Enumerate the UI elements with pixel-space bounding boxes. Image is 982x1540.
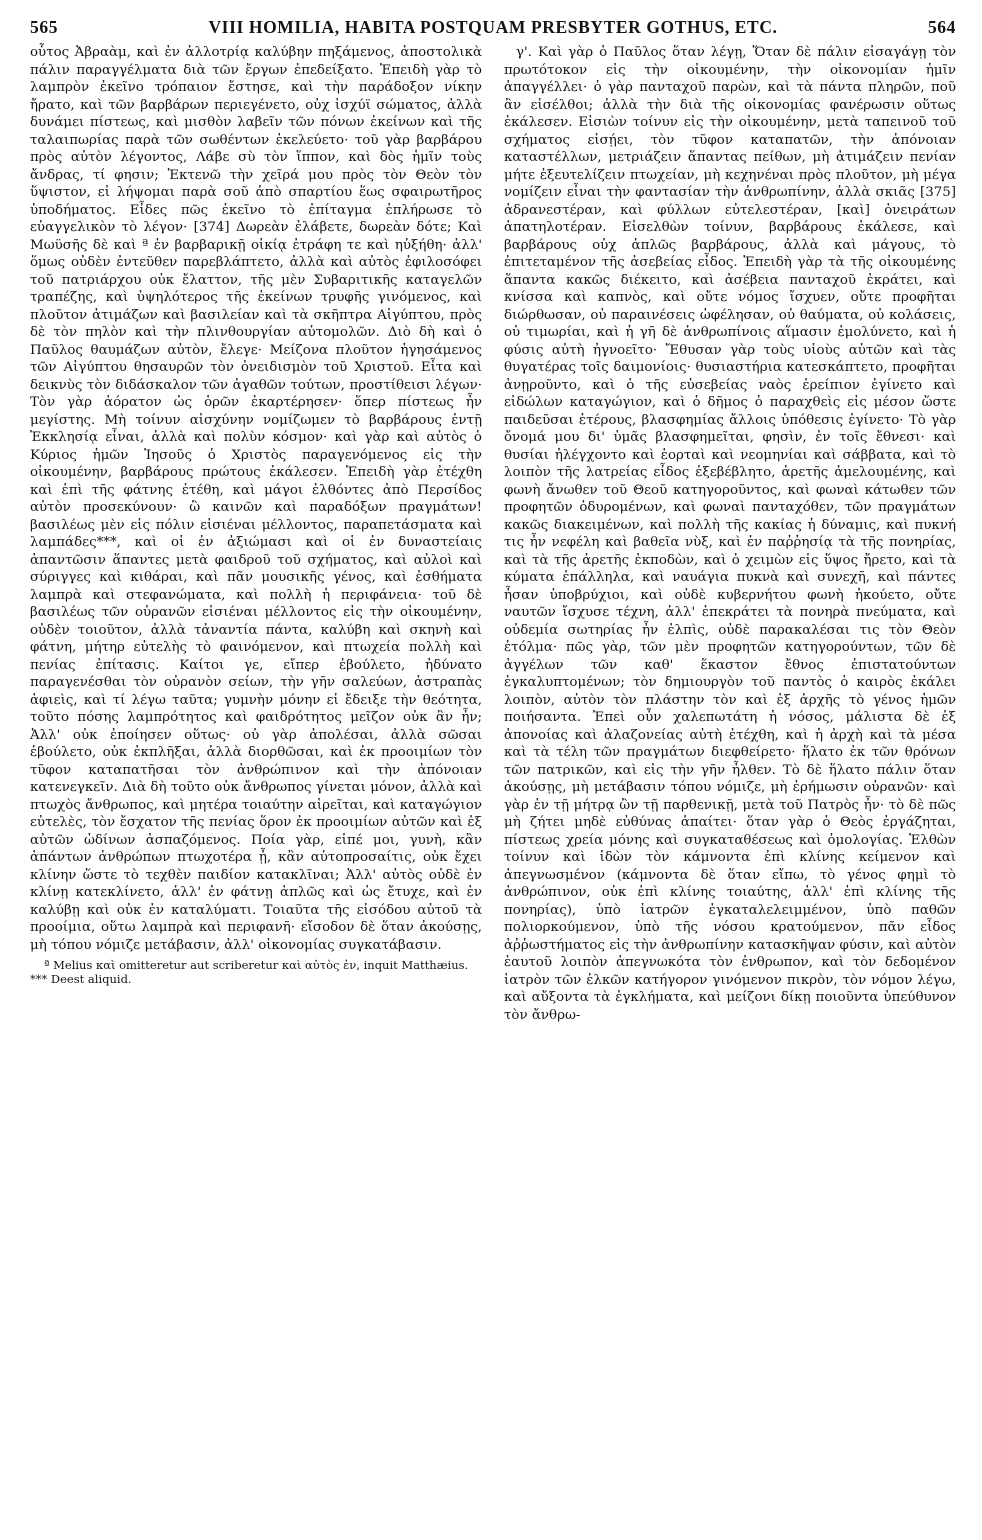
right-column-text: γ'. Καὶ γὰρ ὁ Παῦλος ὅταν λέγῃ, Ὅταν δὲ πάλιν εἰσαγάγῃ τὸν πρωτότοκον εἰς τὴν οἰκουμένην, τὴν οἰκονομίαν ἡμῖν ἀπαγγέλλει· ὁ γὰρ πανταχοῦ παρὼν, καὶ τὰ πάντα πληρῶν, ποῦ ἂν εἰσέλθοι; ἀλλὰ τὴν διὰ τῆς οἰκονομίας φανέρωσιν οὕτως ἐκάλεσεν. Εἰσιὼν τοίνυν εἰς τὴν οἰκουμένην, μετὰ ταπεινοῦ τοῦ σχήματος εἰσῄει, τὸν τῦφον καταπατῶν, τὴν ἀπόνοιαν καταστέλλων, μετριάζειν ἅπαντας πείθων, μὴ ἀτιμάζειν πενίαν μήτε ἐξευτελίζειν πτωχείαν, μὴ κεχηνέναι πρὸς πλοῦτον, μὴ μέγα νομίζειν εἶναι τὴν φαντασίαν τὴν ἀνθρωπίνην, ἀλλὰ σκιᾶς [375] ἀδρανεστέραν, καὶ φύλλων εὐτελεστέραν, [καὶ] ὀνειράτων ἀπατηλοτέραν. Εἰσελθὼν τοίνυν, βαρβάρους ἐκάλεσε, καὶ βαρβάρους οὐχ ἁπλῶς βαρβάρους, ἀλλὰ καὶ μάγους, τὸ ἐπιτεταμένον τῆς ἀσεβείας εἶδος. Ἐπειδὴ γὰρ τὰ τῆς οἰκουμένης ἅπαντα κακῶς διέκειτο, καὶ ἀσέβεια πανταχοῦ ἐκράτει, καὶ κνίσσα καὶ καπνὸς, καὶ οὔτε νόμος ἴσχυεν, οὔτε προφῆται διώρθωσαν, οὐ παραινέσεις ὠφέλησαν, οὐ θαύματα, οὐ κολάσεις, οὐ τιμωρίαι, καὶ ἡ γῆ δὲ ἀνθρωπίνοις αἵμασιν ἐμολύνετο, καὶ ἡ φύσις αὐτὴ ἠγνοεῖτο· Ἔθυσαν γὰρ τοὺς υἱοὺς αὐτῶν καὶ τὰς θυγατέρας τοῖς δαιμονίοις· θυσιαστήρια κατεσκάπτετο, προφῆται ἀνῃροῦντο, καὶ ὁ τῆς εὐσεβείας ναὸς ἐρείπιον ἐγίνετο καὶ εἰδώλων καταγώγιον, καὶ ὁ δῆμος ὁ παραχθεὶς εἰς μέσον ὥστε παιδεῦσαι ἑτέρους, βλασφημίας ἄλλοις ὑπόθεσις ἐγίνετο· Τὸ γὰρ ὄνομά μου δι' ὑμᾶς βλασφημεῖται, φησὶν, ἐν τοῖς ἔθνεσι· καὶ θυσίαι ἠλέγχοντο καὶ ἑορταὶ καὶ νεομηνίαι καὶ σάββατα, καὶ τὸ λοιπὸν τῆς λατρείας εἶδος ἐξεβέβλητο, ἀρετῆς ἀμελουμένης, καὶ φωνὴ ἄνωθεν τοῦ Θεοῦ κατηγοροῦντος, καὶ φωναὶ κάτωθεν τῶν προφητῶν ὀδυρομένων, καὶ φωναὶ πανταχόθεν, τῶν πραγμάτων κακῶς διακειμένων, καὶ πολλὴ τῆς κακίας ἡ δύναμις, καὶ πυκνή τις ἦν νεφέλη καὶ βαθεῖα νὺξ, καὶ ἐν παῤῥησίᾳ τὰ τῆς πονηρίας, καὶ τὰ τῆς ἀρετῆς ἐκποδὼν, καὶ ὁ χειμὼν εἰς ὕψος ἤρετο, καὶ τὰ κύματα ἐπάλληλα, καὶ ναυάγια πυκνὰ καὶ συνεχῆ, καὶ πάντες ἦσαν ὑποβρύχιοι, καὶ οὐδὲ κυβερνήτου φωνὴ ἠκούετο, οὔτε ναυτῶν ἴσχυσε τέχνη, ἀλλ' ἐπεκράτει τὰ πονηρὰ πνεύματα, καὶ οὐδεμία σωτηρίας ἦν ἐλπὶς, οὐδὲ παρακαλέσαι τις τὸν Θεὸν ἐτόλμα· πῶς γὰρ, τῶν μὲν προφητῶν κατηγορούντων, τῶν δὲ ἀγγέλων τῶν καθ' ἕκαστον ἔθνος ἐπιστατούντων ἐγκαλυπτομένων; τὸν δημιουργὸν τοῦ παντὸς ὁ καιρὸς ἐκάλει λοιπὸν, αὐτὸν τὸν πλάστην τὸν καὶ ἐξ ἀρχῆς τὸ γένος ἡμῶν ποιήσαντα. Ἐπεὶ οὖν χαλεπωτάτη ἡ νόσος, μάλιστα δὲ ἐξ ἀπονοίας καὶ ἀλαζονείας αὐτὴ ἐτέχθη, καὶ ἡ ἀρχὴ καὶ τὰ μέσα καὶ τὰ τέλη τῶν πραγμάτων διεφθείρετο· ἥλατο ἐκ τῶν θρόνων τῶν πατρικῶν, καὶ εἰς τὴν γῆν ἦλθεν. Τὸ δὲ ἥλατο πάλιν ὅταν ἀκούσῃς, μὴ μετάβασιν τόπου νόμιζε, μὴ ἐρήμωσιν οὐρανῶν· καὶ γὰρ ἐν τῇ μήτρᾳ ὢν τῇ παρθενικῇ, μετὰ τοῦ Πατρὸς ἦν· τὸ δὲ πῶς μὴ ζήτει μηδὲ εὐθύνας ἀπαίτει· ὅταν γὰρ ὁ Θεὸς ἐργάζηται, πίστεως χρεία μόνης καὶ συγκαταθέσεως καὶ ὁμολογίας. Ἐλθὼν τοίνυν καὶ ἰδὼν τὸν κάμνοντα ἐπὶ κλίνης κείμενον καὶ ἀπεγνωσμένον (κάμνοντα δὲ ὅταν εἴπω, τὸ γένος φημὶ τὸ ἀνθρώπινον, οὐκ ἐπὶ κλίνης τοιαύτης, ἀλλ' ἐπὶ κλίνης τῆς πονηρίας), ὑπὸ ἰατρῶν ἐγκαταλελειμμένον, ὑπὸ παθῶν πολιορκούμενον, ὑπὸ τῆς νόσου κρατούμενον, πᾶν εἶδος ἀῤῥωστήματος εἰς τὴν ἀνθρωπίνην κατασκῆψαν φύσιν, καὶ αὐτὸν ἑαυτοῦ λοιπὸν ἀπεγνωκότα τὸν ἐνθρωπον, καὶ τὸν δεδομένον ἰατρὸν τῶν ἑλκῶν κατήγορον γινόμενον πικρὸν, τὸν νόμον λέγω, καὶ αὔξοντα τὰ ἐγκλήματα, καὶ μείζονι δίκῃ ποιοῦντα ὑπεύθυνον τὸν ἄνθρω-	[504, 45, 956, 1023]
page-number-left: 565	[30, 17, 59, 37]
left-column	[30, 44, 482, 1024]
footnote-b: *** Deest aliquid.	[30, 972, 132, 986]
running-header	[30, 10, 956, 44]
left-column-text: οὗτος Ἀβραὰμ, καὶ ἐν ἀλλοτρίᾳ καλύβην πηξάμενος, ἀποστολικὰ πάλιν παραγγέλματα διὰ τῶν ἔργων ἐπεδείξατο. Ἐπειδὴ γὰρ τὸ λαμπρὸν ἐκεῖνο τρόπαιον ἔστησε, καὶ τὴν παράδοξον νίκην ἤρατο, καὶ τῶν βαρβάρων περιεγένετο, οὐχ ἰσχύϊ σώματος, ἀλλὰ δυνάμει πίστεως, καὶ μισθὸν λαβεῖν τῶν πόνων ἐκείνων καὶ τῆς ταλαιπωρίας παρὰ τῶν σωθέντων ἐκελεύετο· τοῦ γὰρ βαρβάρου πρὸς αὐτὸν λέγοντος, Λάβε σὺ τὸν ἵππον, καὶ δὸς ἡμῖν τοὺς ἄνδρας, τί φησιν; Ἐκτενῶ τὴν χεῖρά μου πρὸς τὸν Θεὸν τὸν ὕψιστον, εἰ λήψομαι παρὰ σοῦ ἀπὸ σπαρτίου ἕως σφαιρωτῆρος ὑποδήματος. Εἶδες πῶς ἐκεῖνο τὸ ἐπίταγμα ἐπλήρωσε τὸ εὐαγγελικὸν τὸ λέγον· [374] Δωρεὰν ἐλάβετε, δωρεὰν δότε; Καὶ Μωϋσῆς δὲ καὶ ª ἐν βαρβαρικῇ οἰκίᾳ ἐτράφη τε καὶ ηὐξήθη· ἀλλ' ὅμως οὐδὲν ἐντεῦθεν παρεβλάπτετο, ἀλλὰ καὶ αὐτὸς ἐφιλοσόφει τοῦ πατριάρχου οὐκ ἔλαττον, τῆς μὲν Συβαριτικῆς καταγελῶν τραπέζης, καὶ ὑψηλότερος τῆς ἐκείνων τρυφῆς γινόμενος, καὶ πλοῦτον ἀτιμάζων καὶ βασιλείαν καὶ τὰ σκῆπτρα Αἰγύπτου, πρὸς δὲ τὸν πηλὸν καὶ τὴν πλινθουργίαν αὐτομολῶν. Διὸ δὴ καὶ ὁ Παῦλος θαυμάζων αὐτὸν, ἔλεγε· Μείζονα πλοῦτον ἡγησάμενος τῶν Αἰγύπτου θησαυρῶν τὸν ὀνειδισμὸν τοῦ Χριστοῦ. Εἶτα καὶ δεικνὺς τὸν διδάσκαλον τῶν ἀγαθῶν τούτων, προστίθεισι λέγων· Τὸν γὰρ ἀόρατον ὡς ὁρῶν ἐκαρτέρησεν· ὅπερ πίστεως ἦν μεγίστης. Μὴ τοίνυν αἰσχύνην νομίζωμεν τὸ βαρβάρους ἐντῇ Ἐκκλησίᾳ εἶναι, ἀλλὰ καὶ πολὺν κόσμον· καὶ γὰρ καὶ αὐτὸς ὁ Κύριος ἡμῶν Ἰησοῦς ὁ Χριστὸς παραγενόμενος εἰς τὴν οἰκουμένην, βαρβάρους πρώτους ἐκάλεσεν. Ἐπειδὴ γὰρ ἐτέχθη καὶ ἐπὶ τῆς φάτνης ἐτέθη, καὶ μάγοι ἐλθόντες ἀπὸ Περσίδος αὐτὸν προσεκύνουν· ὢ καινῶν καὶ παραδόξων πραγμάτων! βασιλέως μὲν εἰς πόλιν εἰσιέναι μέλλοντος, παραπετάσματα καὶ λαμπάδες***, καὶ οἱ ἐν ἀξιώμασι καὶ οἱ ἐν δυναστείαις ἀπαντῶσιν ἅπαντες μετὰ φαιδροῦ τοῦ σχήματος, καὶ αὐλοὶ καὶ σύριγγες καὶ κιθάραι, καὶ πᾶν μουσικῆς γένος, καὶ ἐσθήματα λαμπρὰ καὶ στεφανώματα, καὶ πολλὴ ἡ περιφάνεια· τοῦ δὲ βασιλέως τῶν οὐρανῶν εἰσιέναι μέλλοντος εἰς τὴν οἰκουμένην, οὐδὲν τοιοῦτον, ἀλλὰ τἀναντία πάντα, καλύβη καὶ σκηνὴ καὶ φάτνη, μήτηρ εὐτελὴς τὸ φαινόμενον, καὶ πτωχεία πολλὴ καὶ πενίας ἐπίτασις. Καίτοι γε, εἴπερ ἐβούλετο, ἠδύνατο παραγενέσθαι τὸν οὐρανὸν σείων, τὴν γῆν σαλεύων, ἀστραπὰς ἀφιεὶς, καὶ τί λέγω ταῦτα; γυμνὴν μόνην εἰ ἔδειξε τὴν θεότητα, τοῦτο πόσης λαμπρότητος καὶ φαιδρότητος μεῖζον οὐκ ἂν ἦν; Ἀλλ' οὐκ ἐποίησεν οὕτως· οὐ γὰρ ἀπολέσαι, ἀλλὰ σῶσαι ἐβούλετο, οὐκ ἐκπλῆξαι, ἀλλὰ διορθῶσαι, καὶ ἐκ προοιμίων τὸν τῦφον καταπατῆσαι τὸν ἀνθρώπινον καὶ τὴν ἀπόνοιαν κατενεγκεῖν. Διὰ δὴ τοῦτο οὐκ ἄνθρωπος γίνεται μόνον, ἀλλὰ καὶ πτωχὸς ἄνθρωπος, καὶ μητέρα τοιαύτην αἱρεῖται, καὶ καταγώγιον εὐτελὲς, τὸν ἔσχατον τῆς πενίας ὅρον ἐκ προοιμίων αὐτῶν καὶ ἐξ αὐτῶν ὠδίνων ἀσπαζόμενος. Ποία γὰρ, εἰπέ μοι, γυνὴ, κἂν ἁπάντων ἀνθρώπων πτωχοτέρα ᾖ, κἂν αὐτοπροσαίτις, οὐκ ἔχει κλίνην ὥστε τὸ τεχθὲν παιδίον κατακλῖναι; Ἀλλ' αὐτὸς οὐδὲ ἐν κλίνῃ κατεκλίνετο, ἀλλ' ἐν φάτνῃ ἁπλῶς καὶ ὡς ἔτυχε, καὶ ἐν καλύβῃ καὶ οὐκ ἐν καταλύματι. Τοιαῦτα τῆς εἰσόδου αὐτοῦ τὰ προοίμια, οὕτω λαμπρὰ καὶ περιφανῆ· εἴσοδον δὲ ὅταν ἀκούσῃς, μὴ τόπου νόμιζε μετάβασιν, ἀλλ' οἰκονομίας συγκατάβασιν.	[30, 45, 482, 953]
right-column	[504, 44, 956, 1024]
text-columns	[30, 44, 956, 1024]
footnote-a: ª Melius καὶ omitteretur aut scriberetur καὶ αὐτὸς ἐν, inquit Matthæius.	[44, 958, 469, 972]
running-title: VIII HOMILIA, HABITA POSTQUAM PRESBYTER GOTHUS, ETC.	[208, 17, 778, 37]
page-number-right: 564	[927, 17, 956, 37]
footnotes	[30, 958, 482, 986]
